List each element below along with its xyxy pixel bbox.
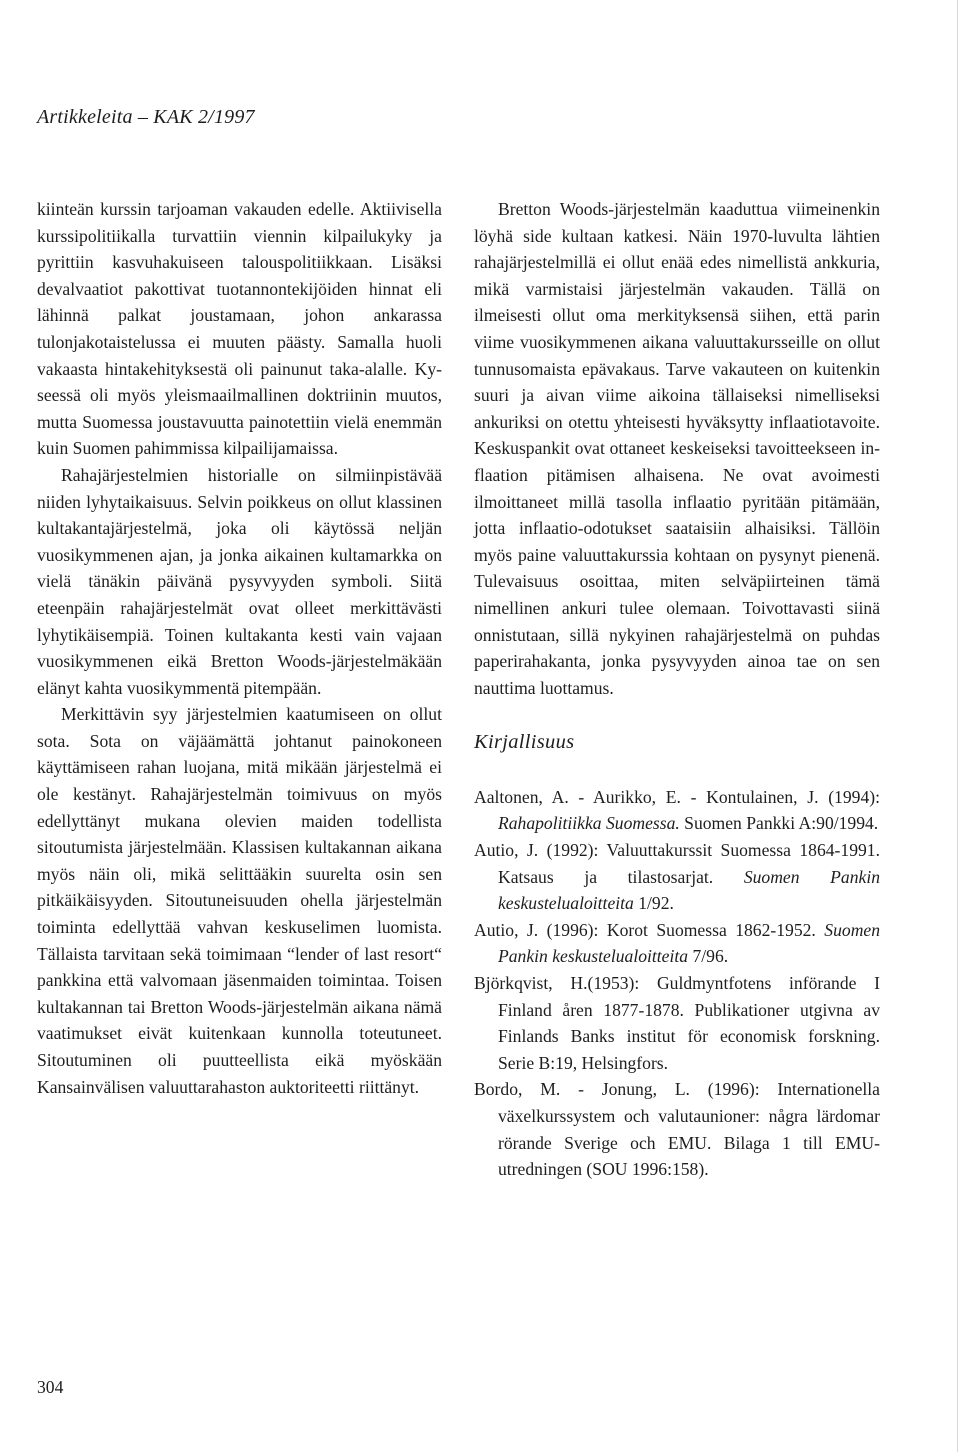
body-paragraph-2: Rahajärjestelmien historialle on silmiinpistävää niiden lyhytaikaisuus. Selvin poikkeus on ollut klassinen kultakantajärjestelmä, joka oli käytössä neljän vuosikymmenen ajan, ja jonka aikainen kultamarkka on vielä tänäkin päivänä pysyvyyden symboli. Siitä eteenpäin rahajärjestelmät ovat olleet merkittävästi lyhytikäisempiä. Toinen kultakanta kesti vain vajaan vuosikymmenen eikä Bretton Woods-järjestelmäkään elänyt kahta vuosikymmentä pitempään. [37, 464, 442, 698]
reference-item [474, 970, 880, 1076]
running-head: Artikkeleita – KAK 2/1997 [37, 106, 255, 128]
reference-text: 7/96. [688, 946, 729, 967]
reference-item [474, 837, 880, 917]
reference-text: Autio, J. (1996): Korot Suomessa 1862-1952. [474, 919, 825, 940]
reference-item [474, 1076, 880, 1182]
reference-text: Bordo, M. - Jonung, L. (1996): Internationella växelkurssystem och valutaunioner: några lärdomar rörande Sverige och EMU. Bilaga 1 till EMU-utredningen (SOU 1996:158). [474, 1079, 880, 1180]
body-paragraph-4: Bretton Woods-järjestelmän kaaduttua viimeinenkin löyhä side kultaan katkesi. Näin 1970-luvulta lähtien rahajärjestelmillä ei ollut enää edes nimellistä ankkuria, mikä varmistaisi järjestelmän vakauden. Tällä on ilmeisesti ollut oma merkityksensä siihen, että parin viime vuosikymmenen aikana valuuttakursseille on ollut tunnusomaista epävakaus. Tarve vakauteen on kuitenkin suuri ja aivan viime aikoina tällaiseksi nimelliseksi ankuriksi on otettu yhteisesti hyväksytty inflaatiotavoite. Keskuspankit ovat ottaneet keskeiseksi tavoitteekseen inflaation pitämisen alhaisena. Ne ovat avoimesti ilmoittaneet millä tasolla inflaatio pyritään pitämään, jotta inflaatio-odotukset saataisiin alhaisiksi. Tällöin myös paine valuuttakurssia kohtaan on pysynyt pienenä. Tulevaisuus osoittaa, miten selväpiirteinen tämä nimellinen ankuri tulee olemaan. Toivottavasti siinä onnistutaan, sillä nykyinen rahajärjestelmä on puhdas paperirahakanta, jonka pysyvyyden ainoa tae on sen nauttima luottamus. [474, 199, 880, 698]
reference-text: Björkqvist, H.(1953): Guldmyntfotens införande I Finland åren 1877-1878. Publikationer utgivna av Finlands Banks institut för economisk forskning. Serie B:19, Helsingfors. [474, 973, 880, 1073]
reference-title: Suomen Pankin keskustelualoitteita [498, 866, 881, 914]
reference-item [474, 917, 880, 970]
reference-title: Suomen Pankin keskustelualoitteita [498, 919, 880, 967]
left-column [37, 196, 442, 1100]
reference-title: Rahapolitiikka Suomessa. [498, 813, 680, 834]
section-heading-references: Kirjallisuus [474, 731, 575, 754]
reference-text: 1/92. [633, 893, 674, 914]
page-edge-divider [957, 0, 958, 1452]
reference-list [474, 784, 880, 1183]
body-paragraph-3: Merkittävin syy järjestelmien kaatumiseen on ollut sota. Sota on väjäämättä johtanut painokoneen käyttämiseen rahan luojana, mitä mikään järjestelmä ei ole kestänyt. Rahajärjestelmän toimivuus on myös edellyttänyt mukana olevien maiden todellista sitoutumista järjestelmään. Klassisen kultakannan aikana myös näin oli, mikä selittääkin suurelta osin sen pitkäikäisyyden. Sitoutuneisuuden ohella järjestelmän toiminta edellyttää vahvan keskuselimen luomista. Tällaista tarvitaan sekä toimimaan “lender of last resort“ pankkina että valvomaan jäsenmaiden toimintaa. Toisen kultakannan tai Bretton Woods-järjestelmän aikana nämä vaatimukset eivät kuitenkaan kunnolla toteutuneet. Sitoutuminen oli puutteellista eikä myöskään Kansainvälisen valuuttarahaston auktoriteetti riittänyt. [37, 704, 442, 1097]
reference-text: Autio, J. (1992): Valuuttakurssit Suomessa 1864-1991. Katsaus ja tilastosarjat. [474, 840, 880, 887]
reference-text: Suomen Pankki A:90/1994. [679, 813, 879, 834]
page-number: 304 [37, 1377, 64, 1397]
reference-item [474, 784, 880, 837]
body-paragraph-1: kiinteän kurssin tarjoaman vakauden edelle. Aktiivisella kurssipolitiikalla turvattiin viennin kilpailukyky ja pyrittiin kasvuhakuiseen talouspolitiikkaan. Lisäksi devalvaatiot pakottivat tuotannontekijöiden hinnat eli lähinnä palkat joustamaan, johon ankarassa tulonjakotaistelussa ei muuten päästy. Samalla huoli vakaasta hintakehityksestä oli painunut taka-alalle. Kyseessä oli myös yleismaailmallinen doktriinin muutos, mutta Suomessa joustavuutta painotettiin vielä enemmän kuin Suomen pahimmissa kilpailijamaissa. [37, 199, 442, 459]
reference-text: Aaltonen, A. - Aurikko, E. - Kontulainen, J. (1994): [474, 786, 880, 807]
right-column [474, 196, 880, 1183]
